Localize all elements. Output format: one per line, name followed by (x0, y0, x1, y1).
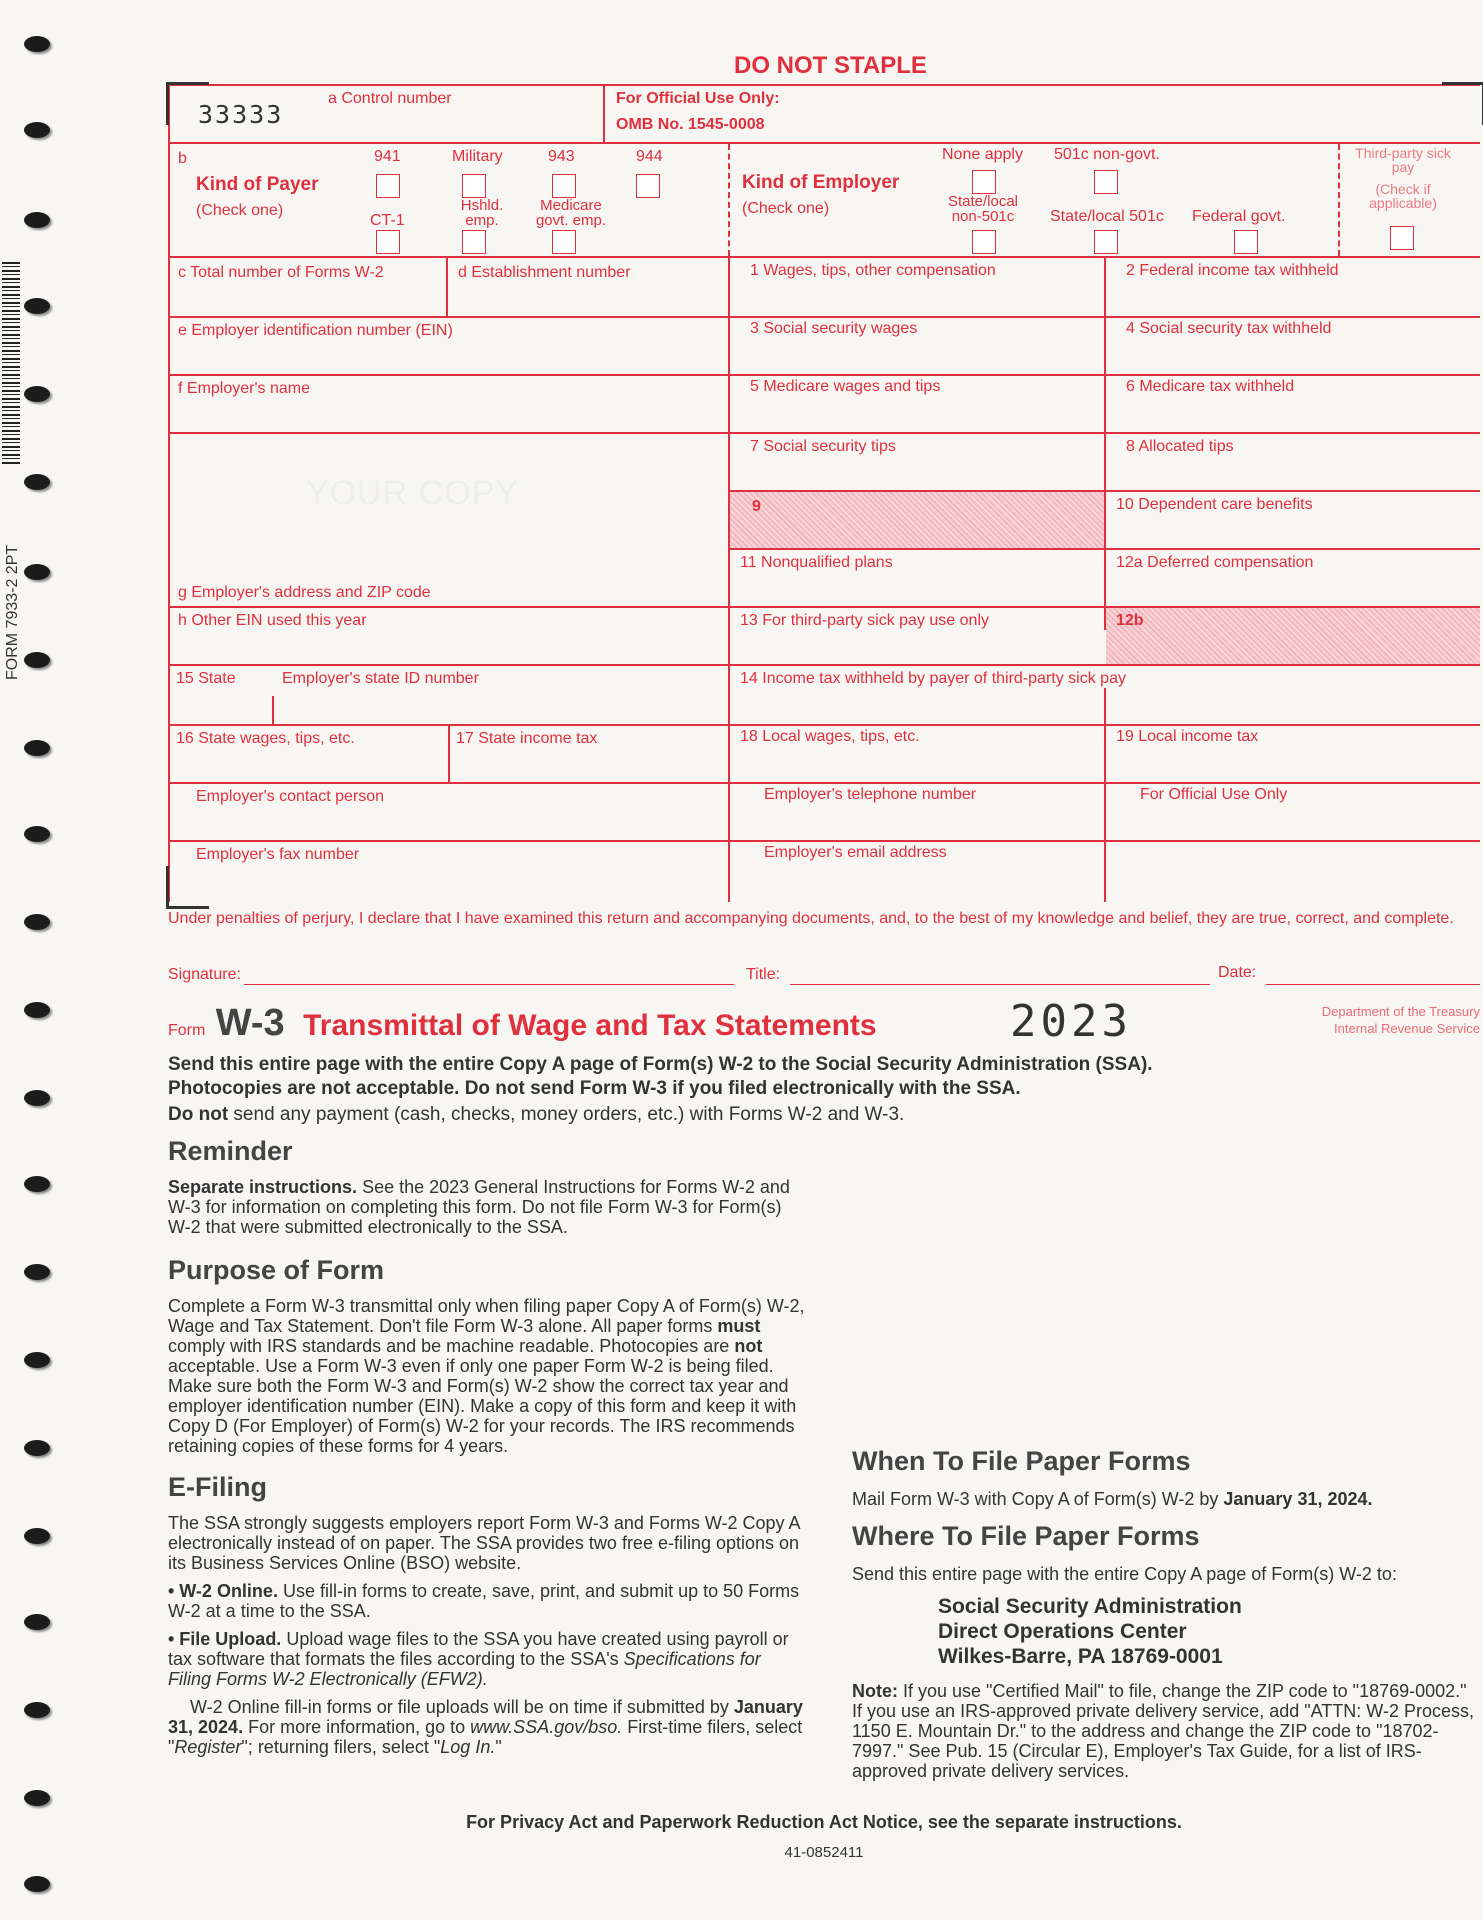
box-19-label: 19 Local income tax (1116, 728, 1259, 745)
payer-military-checkbox[interactable] (462, 174, 486, 198)
reminder-heading: Reminder (168, 1136, 293, 1166)
state-id-label: Employer's state ID number (282, 670, 479, 687)
payer-944-checkbox[interactable] (636, 174, 660, 198)
w3-form (168, 84, 1480, 904)
box-12b-label: 12b (1116, 612, 1144, 629)
payer-941-label: 941 (374, 148, 401, 165)
purpose-must: must (717, 1316, 761, 1336)
employer-check-one: (Check one) (742, 200, 830, 217)
send-instruction-1: Send this entire page with the entire Copy A page of Form(s) W-2 to the Social Security Administration (SSA). (168, 1054, 1153, 1075)
email-label: Employer's email address (764, 844, 947, 861)
third-party-sick-pay-checkbox[interactable] (1390, 226, 1414, 250)
purpose-heading: Purpose of Form (168, 1255, 385, 1285)
purpose-text (168, 1296, 808, 1456)
employer-federal-label: Federal govt. (1192, 208, 1286, 225)
irs: Internal Revenue Service (1334, 1021, 1480, 1036)
box-9-shaded (730, 492, 1104, 548)
bso-link[interactable]: www.SSA.gov/bso. (470, 1717, 623, 1737)
box-g-label: g Employer's address and ZIP code (178, 584, 431, 601)
barcode (2, 262, 20, 466)
efiling-p3e: " (495, 1737, 502, 1757)
box-11-label: 11 Nonqualified plans (740, 554, 893, 571)
when-text (852, 1489, 1478, 1509)
reminder-body: See the 2023 General Instructions for Forms W-2 and W-3 for information on completing this form. Do not file Form W-3 for Form(s) W-2 that were submitted electronically to the SSA. (168, 1177, 790, 1237)
box-h-label: h Other EIN used this year (178, 612, 367, 629)
box-6-label: 6 Medicare tax withheld (1126, 378, 1295, 395)
form-title (168, 1002, 877, 1045)
send-instruction-3 (168, 1104, 904, 1126)
box-16-label: 16 State wages, tips, etc. (176, 730, 355, 747)
employer-federal-checkbox[interactable] (1234, 230, 1258, 254)
purpose-p2: comply with IRS standards and be machine readable. Photocopies are (168, 1336, 735, 1356)
box-7-label: 7 Social security tips (750, 438, 896, 455)
privacy-notice: For Privacy Act and Paperwork Reduction Act Notice, see the separate instructions. (466, 1812, 1182, 1832)
employer-501c-checkbox[interactable] (1094, 170, 1118, 194)
box-3-label: 3 Social security wages (750, 320, 918, 337)
where-text: Send this entire page with the entire Copy A page of Form(s) W-2 to: (852, 1564, 1397, 1584)
where-heading: Where To File Paper Forms (852, 1521, 1200, 1551)
efiling-p3b: For more information, go to (243, 1717, 471, 1737)
do-not-staple: DO NOT STAPLE (734, 52, 927, 79)
reminder-bold: Separate instructions. (168, 1177, 358, 1197)
note-bold: Note: (852, 1681, 898, 1701)
address-line-3: Wilkes-Barre, PA 18769-0001 (938, 1645, 1223, 1668)
purpose-not: not (734, 1336, 763, 1356)
dept-treasury: Department of the Treasury (1321, 1004, 1480, 1019)
official-use-only-label: For Official Use Only (1140, 786, 1288, 803)
when-body: Mail Form W-3 with Copy A of Form(s) W-2 by (852, 1489, 1224, 1509)
box-d-label: d Establishment number (458, 264, 631, 281)
purpose-p1: Complete a Form W-3 transmittal only when filing paper Copy A of Form(s) W-2, Wage and Tax Statement. Don't file Form W-3 alone. All paper forms (168, 1296, 805, 1336)
title-label: Title: (746, 966, 781, 983)
efiling-file-upload (168, 1629, 808, 1689)
official-use-label: For Official Use Only: (616, 90, 780, 107)
when-date: January 31, 2024. (1223, 1489, 1373, 1509)
box-18-label: 18 Local wages, tips, etc. (740, 728, 920, 745)
payer-944-label: 944 (636, 148, 663, 165)
omb-number: OMB No. 1545-0008 (616, 116, 765, 133)
reminder-text (168, 1177, 808, 1237)
box-5-label: 5 Medicare wages and tips (750, 378, 941, 395)
left-column (168, 1136, 808, 1757)
efiling-date: January 31, 2024. (168, 1697, 803, 1737)
box-b-letter: b (178, 150, 187, 167)
telephone-label: Employer's telephone number (764, 786, 977, 803)
payer-943-checkbox[interactable] (552, 174, 576, 198)
employer-state-non-label: State/local non-501c (947, 193, 1019, 225)
send-instruction-2: Photocopies are not acceptable. Do not send Form W-3 if you filed electronically with the SSA. (168, 1078, 1021, 1099)
efiling-w2-online (168, 1581, 808, 1621)
box-e-label: e Employer identification number (EIN) (178, 322, 453, 339)
note-body: If you use "Certified Mail" to file, change the ZIP code to "18769-0002." If you use an IRS-approved private delivery service, add "ATTN: W-2 Process, 1150 E. Mountain Dr." to the address and change the ZIP code to "18702-7997." See Pub. 15 (Circular E), Employer's Tax Guide, for a list of IRS-approved private delivery services. (852, 1681, 1474, 1781)
payer-943-label: 943 (548, 148, 575, 165)
kind-of-payer: Kind of Payer (196, 174, 319, 195)
box-14-label: 14 Income tax withheld by payer of third-party sick pay (740, 670, 1126, 687)
ssa-address (938, 1594, 1478, 1669)
employer-state-non-checkbox[interactable] (972, 230, 996, 254)
register-text: Register (174, 1737, 242, 1757)
employer-none-label: None apply (942, 146, 1023, 163)
box-f-label: f Employer's name (178, 380, 310, 397)
form-stock-code: 41-0852411 (784, 1844, 864, 1861)
box-12b-shaded (1106, 608, 1480, 664)
payer-medicare-label: Medicare govt. emp. (535, 197, 607, 229)
payer-ct1-checbox[interactable] (376, 230, 400, 254)
check-if-applicable: (Check if applicable) (1369, 181, 1437, 211)
efiling-p1: The SSA strongly suggests employers report Form W-3 and Forms W-2 Copy A electronically instead of on paper. The SSA provides two free e-filing options on its Business Services Online (BSO) website. (168, 1513, 800, 1573)
employer-501c-label: 501c non-govt. (1054, 146, 1160, 163)
form-code: W-3 (215, 1002, 285, 1044)
kind-of-employer: Kind of Employer (742, 172, 900, 193)
employer-state-501c-label: State/local 501c (1050, 208, 1164, 225)
box-17-label: 17 State income tax (456, 730, 598, 747)
box-8-label: 8 Allocated tips (1126, 438, 1234, 455)
file-upload-text: Upload wage files to the SSA you have created using payroll or tax software that formats the files according to the SSA's (168, 1629, 789, 1669)
perjury-statement: Under penalties of perjury, I declare that I have examined this return and accompanying documents, and, to the best of my knowledge and belief, they are true, correct, and complete. (168, 910, 1454, 927)
when-heading: When To File Paper Forms (852, 1446, 1191, 1476)
address-line-1: Social Security Administration (938, 1595, 1242, 1618)
purpose-p3: acceptable. Use a Form W-3 even if only one paper Form W-2 is being filed. Make sure both the Form W-3 and Form(s) W-2 show the correct tax year and employer identification number (EIN). Make a copy of this form and keep it with Copy D (For Employer) of Form(s) W-2 for your records. The IRS recommends retaining copies of these forms for 4 years. (168, 1356, 797, 1456)
efiling-p3a: W-2 Online fill-in forms or file uploads will be on time if submitted by (190, 1697, 734, 1717)
efiling-p3 (168, 1697, 808, 1757)
box-10-label: 10 Dependent care benefits (1116, 496, 1313, 513)
box-c-label: c Total number of Forms W-2 (178, 264, 384, 281)
payer-hshld-checkbox[interactable] (462, 230, 486, 254)
employer-state-501c-checkbox[interactable] (1094, 230, 1118, 254)
payer-check-one: (Check one) (196, 202, 284, 219)
side-form-code: FORM 7933-2 2PT (4, 544, 21, 680)
box-1-label: 1 Wages, tips, other compensation (750, 262, 996, 279)
box-2-label: 2 Federal income tax withheld (1126, 262, 1339, 279)
payer-941-checkbox[interactable] (376, 174, 400, 198)
box-13-label: 13 For third-party sick pay use only (740, 612, 989, 629)
w2-online-bold: • W-2 Online. (168, 1581, 278, 1601)
do-not-rest: send any payment (cash, checks, money orders, etc.) with Forms W-2 and W-3. (228, 1104, 905, 1125)
right-column (852, 1446, 1478, 1781)
payer-medicare-checkbox[interactable] (552, 230, 576, 254)
efiling-p3c: First-time filers, select " (168, 1717, 803, 1757)
login-text: Log In. (440, 1737, 496, 1757)
box-15-label: 15 State (176, 670, 236, 687)
form-name: Transmittal of Wage and Tax Statements (303, 1009, 877, 1042)
where-note (852, 1681, 1478, 1781)
employer-none-checkbox[interactable] (972, 170, 996, 194)
control-number-label: a Control number (328, 90, 452, 107)
form-word: Form (168, 1022, 206, 1039)
efiling-heading: E-Filing (168, 1472, 267, 1502)
payer-hshld-label: Hshld. emp. (460, 197, 504, 229)
box-4-label: 4 Social security tax withheld (1126, 320, 1332, 337)
date-label: Date: (1218, 964, 1257, 981)
contact-person-label: Employer's contact person (196, 788, 385, 805)
file-upload-bold: • File Upload. (168, 1629, 282, 1649)
tax-year: 2023 (1010, 996, 1132, 1047)
w2-online-text: Use fill-in forms to create, save, print, and submit up to 50 Forms W-2 at a time to the SSA. (168, 1581, 800, 1621)
do-not-bold: Do not (168, 1104, 229, 1125)
efw2-spec: Specifications for Filing Forms W-2 Electronically (EFW2). (168, 1649, 761, 1689)
signature-label: Signature: (168, 966, 241, 983)
control-code: 33333 (198, 100, 284, 129)
address-line-2: Direct Operations Center (938, 1620, 1187, 1643)
third-party-sick-pay-label: Third-party sick pay (1355, 145, 1451, 175)
payer-military-label: Military (452, 148, 503, 165)
fax-label: Employer's fax number (196, 846, 360, 863)
box-12a-label: 12a Deferred compensation (1116, 554, 1314, 571)
your-copy-watermark: YOUR COPY (306, 474, 520, 512)
payer-ct1-label: CT-1 (370, 212, 405, 229)
box-9-label: 9 (752, 498, 761, 515)
efiling-p3d: "; returning filers, select " (241, 1737, 441, 1757)
